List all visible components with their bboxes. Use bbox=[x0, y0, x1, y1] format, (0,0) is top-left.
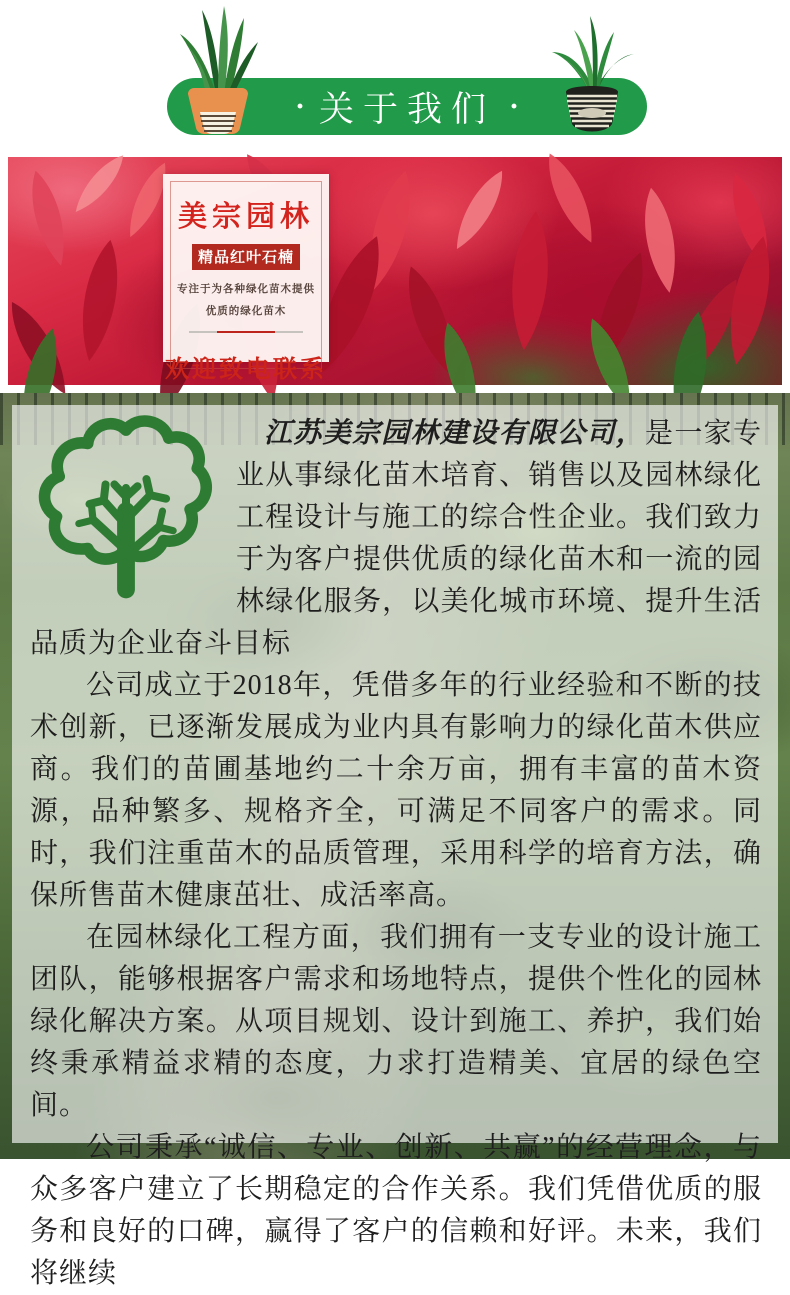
decor-dot-left: · bbox=[294, 89, 305, 123]
brand-caption-line1: 专注于为各种绿化苗木提供 bbox=[177, 283, 315, 295]
divider-line bbox=[189, 331, 303, 333]
brand-caption-line2: 优质的绿化苗木 bbox=[205, 305, 287, 317]
contact-cta: 欢迎致电联系 bbox=[165, 356, 327, 383]
potted-plant-right-icon bbox=[542, 12, 642, 138]
brand-card bbox=[163, 174, 329, 383]
section-title-banner bbox=[0, 0, 790, 157]
red-leaves-photo bbox=[8, 157, 782, 385]
company-intro-section bbox=[0, 393, 790, 1289]
tree-logo-icon bbox=[32, 415, 220, 593]
page-title: 关于我们 bbox=[318, 89, 495, 129]
brand-name: 美宗园林 bbox=[177, 201, 314, 233]
company-name: 江苏美宗园林建设有限公司， bbox=[264, 418, 646, 449]
red-leaves-texture bbox=[8, 157, 782, 385]
intro-paragraph-2: 公司成立于2018年，凭借多年的行业经验和不断的技术创新，已逐渐发展成为业内具有影响力的绿化苗木供应商。我们的苗圃基地约二十余万亩，拥有丰富的苗木资源，品种繁多、规格齐全，可满足不同客户的需求。同时，我们注重苗木的品质管理，采用科学的培育方法，确保所售苗木健康茁壮、成活率高。 bbox=[30, 670, 762, 911]
product-badge: 精品红叶石楠 bbox=[192, 244, 300, 270]
intro-paragraph-3: 在园林绿化工程方面，我们拥有一支专业的设计施工团队，能够根据客户需求和场地特点，提供个性化的园林绿化解决方案。从项目规划、设计到施工、养护，我们始终秉承精益求精的态度，力求打造精美、宜居的绿色空间。 bbox=[30, 922, 762, 1121]
decor-dot-right: · bbox=[509, 89, 520, 123]
brand-card-frame bbox=[165, 181, 327, 383]
intro-paragraph-1-text: 是一家专业从事绿化苗木培育、销售以及园林绿化工程设计与施工的综合性企业。我们致力于为客户提供优质的绿化苗木和一流的园林绿化服务，以美化城市环境、提升生活品质为企业奋斗目标 bbox=[30, 418, 762, 659]
intro-text-panel bbox=[12, 405, 778, 1289]
potted-plant-left-icon bbox=[166, 4, 270, 140]
intro-paragraph-4: 公司秉承“诚信、专业、创新、共赢”的经营理念，与众多客户建立了长期稳定的合作关系。我们凭借优质的服务和良好的口碑，赢得了客户的信赖和好评。未来，我们将继续 bbox=[30, 1132, 762, 1289]
